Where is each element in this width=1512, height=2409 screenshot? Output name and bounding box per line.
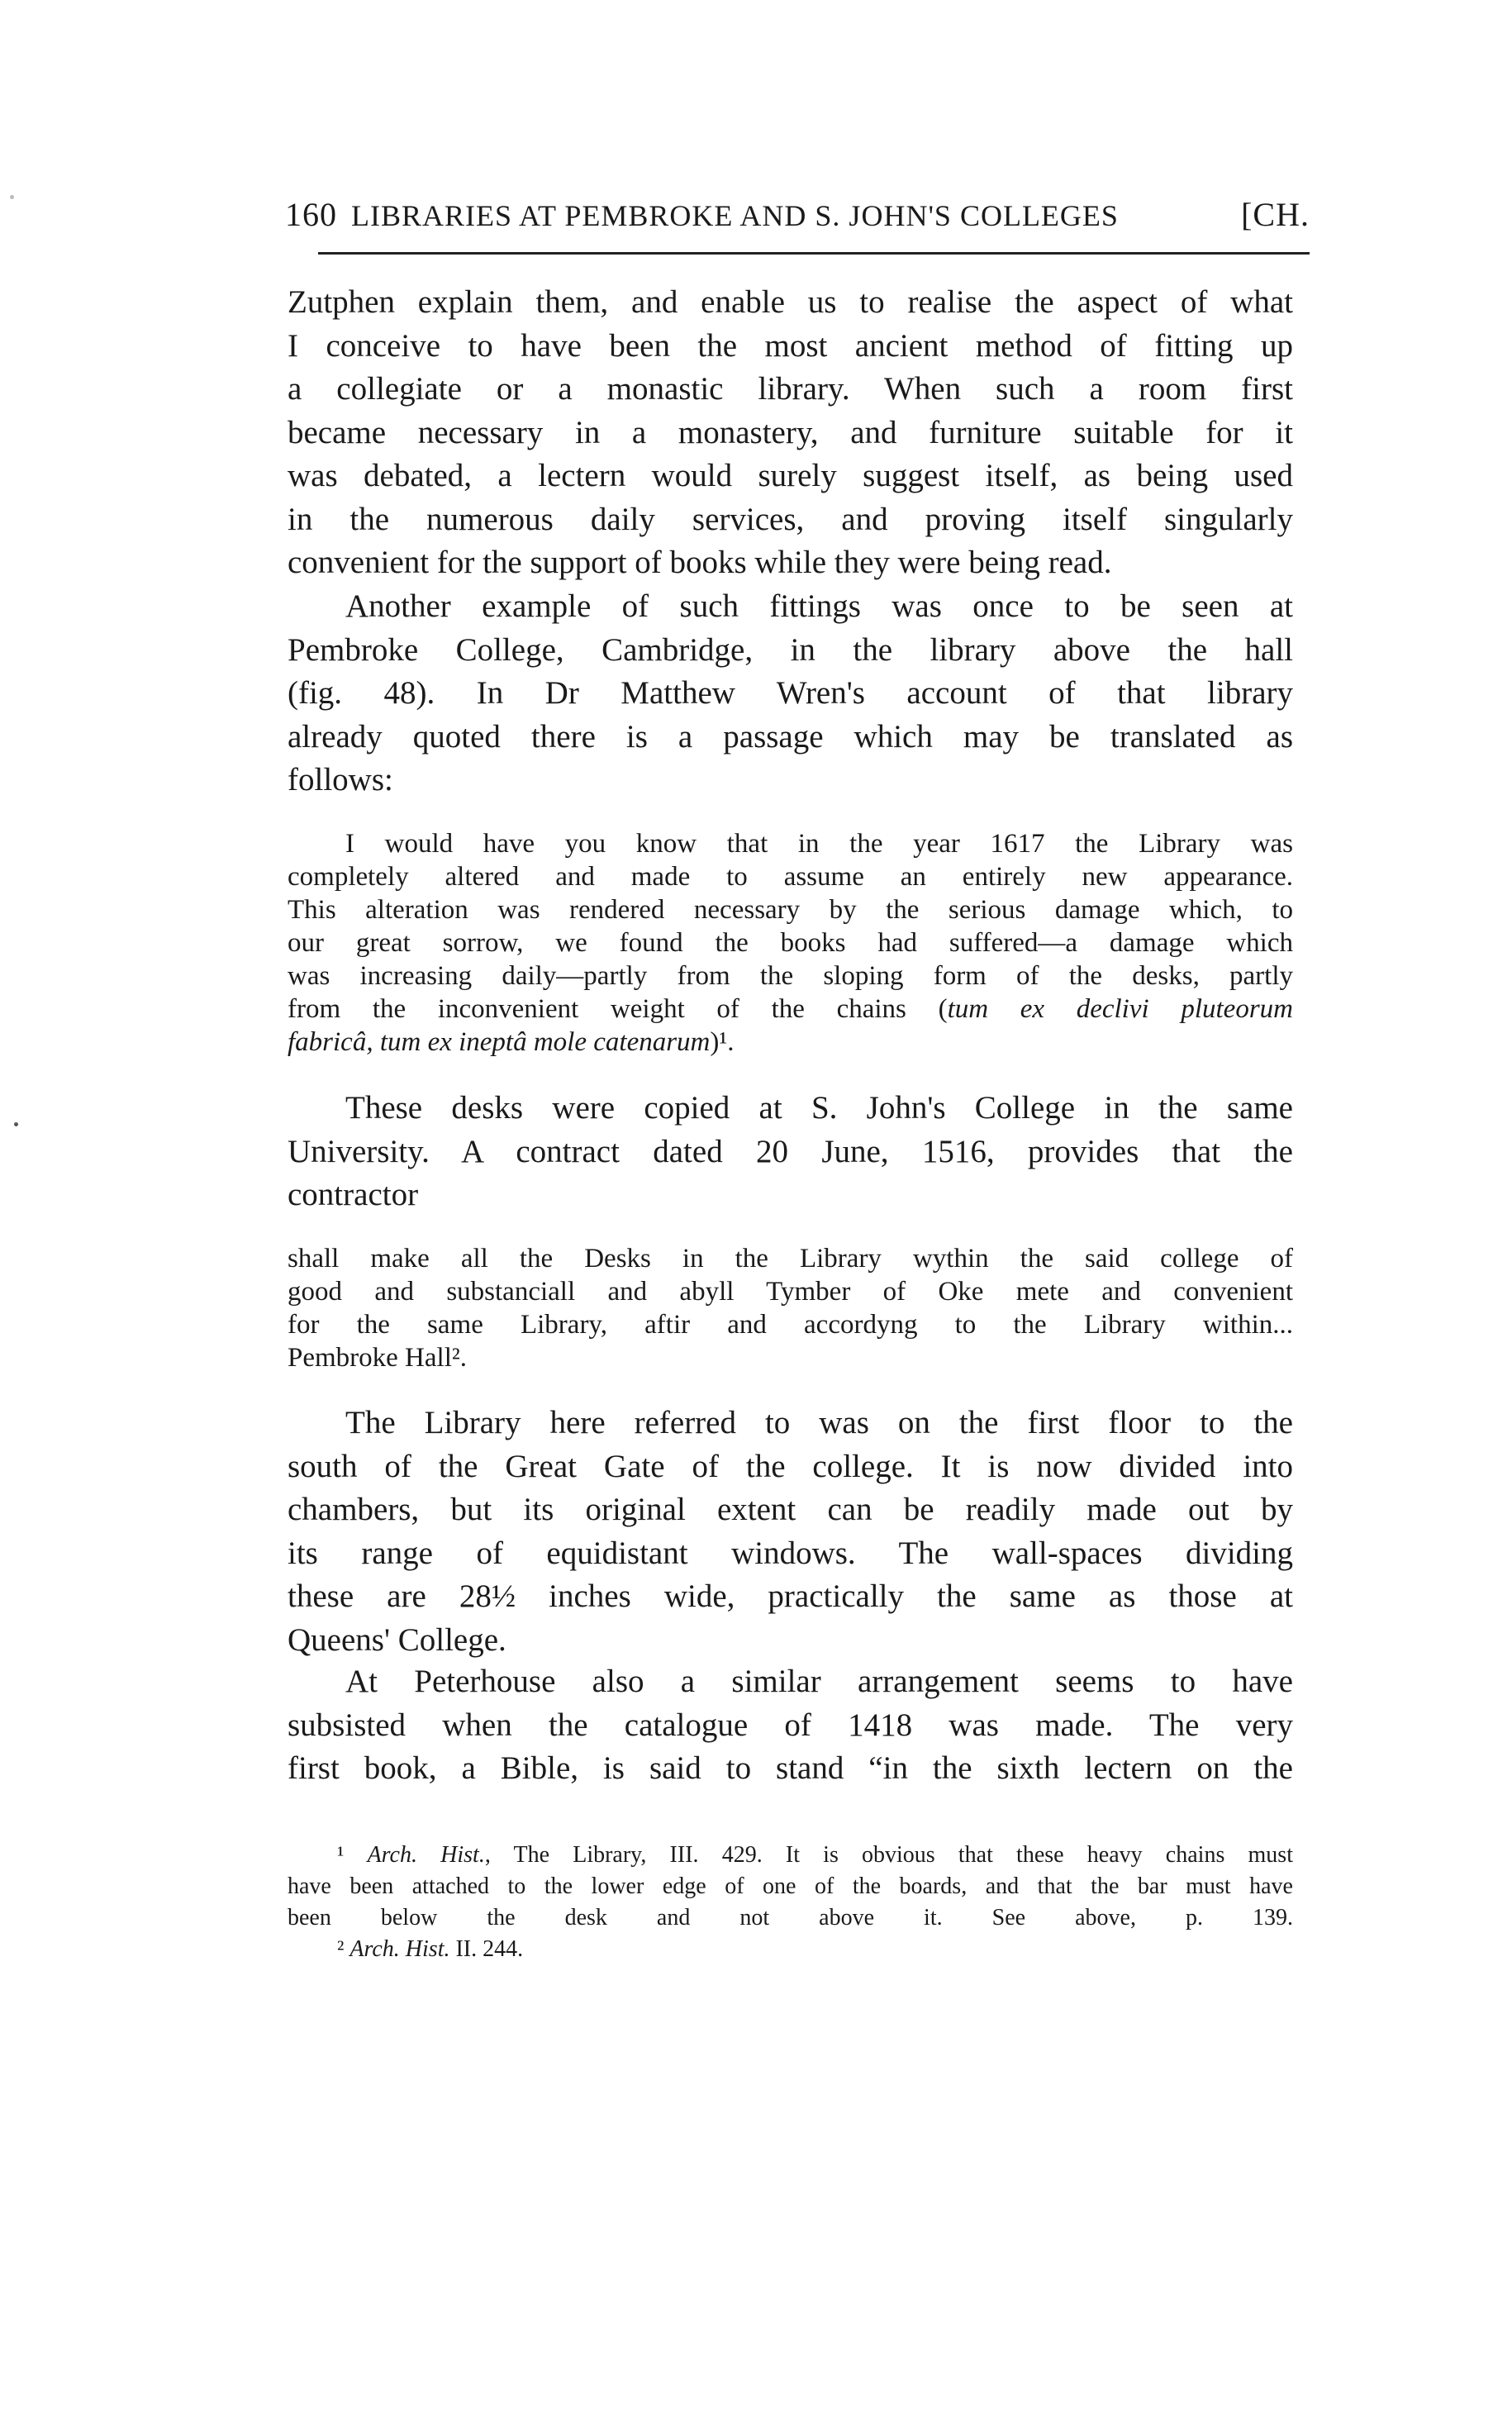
text-line: [288, 629, 1293, 673]
text-line: [288, 1445, 1293, 1489]
text-segment: became necessary in a monastery, and furniture suitable for it: [288, 414, 1293, 450]
text-line: [288, 1308, 1293, 1341]
text-segment: in the numerous daily services, and proving itself singularly: [288, 501, 1293, 537]
text-line: [288, 1242, 1293, 1275]
text-line: [288, 1275, 1293, 1308]
chapter-marker: [CH.: [1241, 196, 1310, 233]
text-line: [288, 1660, 1293, 1704]
text-segment: Another example of such fittings was once to be seen at: [345, 588, 1293, 624]
text-line: [288, 1704, 1293, 1748]
header-rule: [318, 252, 1310, 255]
italic-text: Arch. Hist.: [367, 1842, 485, 1868]
text-line: [288, 1840, 1293, 1871]
italic-text: Arch. Hist.: [349, 1936, 450, 1962]
text-segment: Zutphen explain them, and enable us to realise the aspect of what: [288, 284, 1293, 320]
text-segment: Pembroke College, Cambridge, in the library above the hall: [288, 631, 1293, 668]
italic-text: fabricâ, tum ex ineptâ mole catenarum: [288, 1027, 711, 1057]
text-line: [288, 672, 1293, 716]
text-line: [288, 827, 1293, 860]
text-segment: already quoted there is a passage which may be translated as: [288, 718, 1293, 755]
paragraph: [288, 585, 1293, 802]
text-line: [288, 1131, 1293, 1174]
text-segment: (fig. 48). In Dr Matthew Wren's account of that library: [288, 675, 1293, 711]
text-line: [288, 1747, 1293, 1791]
text-segment: subsisted when the catalogue of 1418 was made. The very: [288, 1707, 1293, 1743]
paragraph: [288, 1660, 1293, 1791]
text-segment: was increasing daily—partly from the sloping form of the desks, partly: [288, 961, 1293, 991]
text-segment: have been attached to the lower edge of one of the boards, and that the bar must have: [288, 1873, 1293, 1899]
text-segment: been below the desk and not above it. See above, p. 139.: [288, 1905, 1293, 1931]
footnote: [288, 1840, 1293, 1934]
text-segment: , The Library, III. 429. It is obvious that these heavy chains must: [484, 1842, 1293, 1868]
italic-text: tum ex declivi pluteorum: [947, 994, 1293, 1024]
text-segment: chambers, but its original extent can be readily made out by: [288, 1492, 1293, 1527]
text-segment: follows:: [288, 762, 393, 797]
text-segment: This alteration was rendered necessary by the serious damage which, to: [288, 895, 1293, 925]
text-line: [288, 716, 1293, 759]
text-line: [288, 1026, 1293, 1059]
text-segment: shall make all the Desks in the Library wythin the said college of: [288, 1244, 1293, 1274]
running-header: [285, 195, 1310, 236]
running-title: LIBRARIES AT PEMBROKE AND S. JOHN'S COLLEGES: [351, 199, 1119, 232]
text-line: [288, 325, 1293, 369]
text-segment: a collegiate or a monastic library. When such a room first: [288, 371, 1293, 407]
block-quote: [288, 1242, 1293, 1374]
paragraph: [288, 1087, 1293, 1217]
text-line: [288, 1174, 1293, 1217]
text-line: [288, 498, 1293, 542]
text-segment: our great sorrow, we found the books had suffered—a damage which: [288, 928, 1293, 958]
text-segment: these are 28½ inches wide, practically the same as those at: [288, 1578, 1293, 1614]
text-segment: At Peterhouse also a similar arrangement seems to have: [345, 1664, 1293, 1699]
text-segment: south of the Great Gate of the college. It is now divided into: [288, 1448, 1293, 1484]
text-segment: These desks were copied at S. John's College in the same: [345, 1090, 1293, 1126]
scan-speck: [10, 195, 14, 199]
text-segment: ¹: [337, 1842, 368, 1868]
text-segment: good and substanciall and abyll Tymber of Oke mete and convenient: [288, 1277, 1293, 1307]
text-line: [288, 1532, 1293, 1576]
text-line: [288, 926, 1293, 959]
footnote: [288, 1934, 1293, 1965]
page-number: 160: [285, 196, 337, 233]
text-line: [288, 1488, 1293, 1532]
text-segment: contractor: [288, 1177, 419, 1212]
text-segment: )¹.: [710, 1027, 735, 1057]
text-line: [288, 585, 1293, 629]
text-segment: convenient for the support of books while they were being read.: [288, 545, 1112, 580]
text-segment: II. 244.: [449, 1936, 524, 1962]
block-quote: [288, 827, 1293, 1059]
paragraph: [288, 1402, 1293, 1662]
text-segment: Queens' College.: [288, 1621, 506, 1658]
text-segment: Pembroke Hall².: [288, 1343, 468, 1373]
text-line: [288, 1575, 1293, 1619]
text-segment: completely altered and made to assume an entirely new appearance.: [288, 862, 1293, 892]
text-line: [288, 1934, 1293, 1965]
text-line: [288, 412, 1293, 455]
text-line: [288, 860, 1293, 893]
text-line: [288, 1087, 1293, 1131]
text-line: [288, 993, 1293, 1026]
scan-speck: [14, 1122, 18, 1126]
text-line: [288, 1402, 1293, 1445]
text-line: [288, 281, 1293, 325]
text-segment: first book, a Bible, is said to stand “in the sixth lectern on the: [288, 1750, 1293, 1786]
text-line: [288, 1619, 1293, 1663]
text-line: [288, 893, 1293, 926]
text-segment: from the inconvenient weight of the chains (: [288, 994, 948, 1024]
text-segment: The Library here referred to was on the first floor to the: [345, 1405, 1293, 1440]
text-line: [288, 1341, 1293, 1374]
text-line: [288, 1871, 1293, 1902]
text-line: [288, 455, 1293, 498]
text-line: [288, 368, 1293, 412]
text-line: [288, 1902, 1293, 1934]
text-line: [288, 959, 1293, 993]
text-segment: was debated, a lectern would surely suggest itself, as being used: [288, 458, 1293, 493]
paragraph: [288, 281, 1293, 585]
text-segment: for the same Library, aftir and accordyng to the Library within...: [288, 1310, 1293, 1340]
text-line: [288, 759, 1293, 802]
text-segment: I would have you know that in the year 1617 the Library was: [345, 829, 1293, 859]
text-segment: its range of equidistant windows. The wall-spaces dividing: [288, 1535, 1293, 1571]
text-segment: ²: [337, 1936, 350, 1962]
text-line: [288, 541, 1293, 585]
text-segment: I conceive to have been the most ancient method of fitting up: [288, 327, 1293, 364]
text-segment: University. A contract dated 20 June, 1516, provides that the: [288, 1133, 1293, 1169]
